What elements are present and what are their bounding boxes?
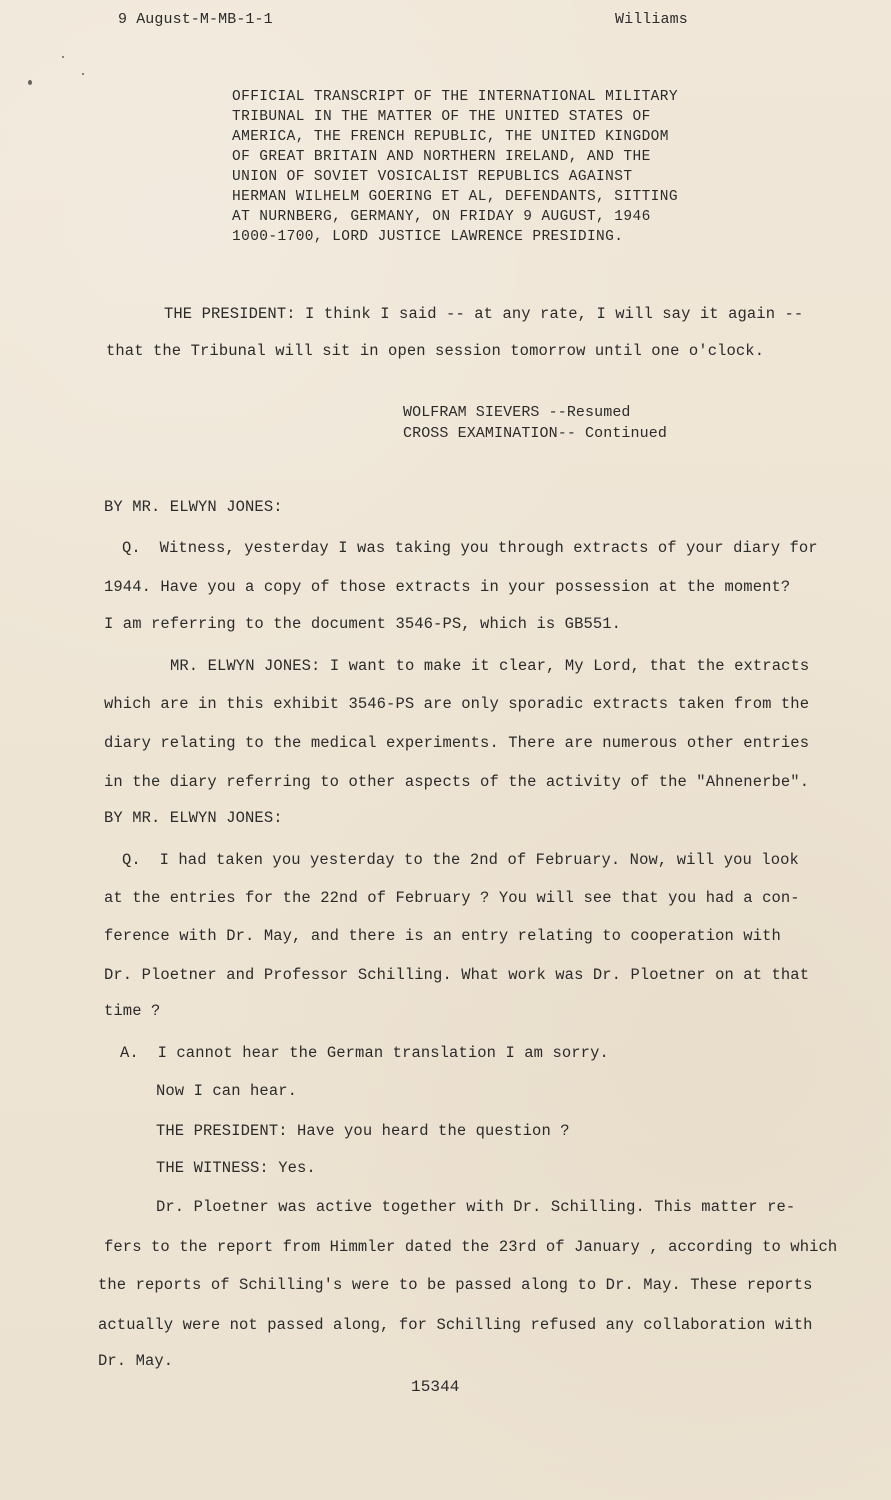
paper-speck-1 bbox=[28, 80, 32, 85]
examiner-label: BY MR. ELWYN JONES: bbox=[104, 809, 283, 827]
page-number: 15344 bbox=[411, 1378, 460, 1396]
paper-speck-2 bbox=[62, 56, 64, 58]
title-line: HERMAN WILHELM GOERING ET AL, DEFENDANTS, SITTING bbox=[232, 189, 678, 205]
closing-paragraph-line: Dr. Ploetner was active together with Dr. Schilling. This matter re- bbox=[156, 1198, 796, 1216]
title-line: UNION OF SOVIET VOSICALIST REPUBLICS AGAINST bbox=[232, 169, 633, 185]
witness-reply: THE WITNESS: Yes. bbox=[156, 1159, 316, 1177]
president-statement-line: that the Tribunal will sit in open session tomorrow until one o'clock. bbox=[106, 342, 765, 360]
examiner-label: BY MR. ELWYN JONES: bbox=[104, 498, 283, 516]
question-line: Q. Witness, yesterday I was taking you through extracts of your diary for bbox=[122, 539, 818, 557]
jones-statement-line: diary relating to the medical experiments. There are numerous other entries bbox=[104, 734, 810, 752]
closing-paragraph-line: Dr. May. bbox=[98, 1352, 174, 1370]
question-line: I am referring to the document 3546-PS, which is GB551. bbox=[104, 615, 622, 633]
witness-name: WOLFRAM SIEVERS --Resumed bbox=[403, 404, 631, 421]
title-line: OFFICIAL TRANSCRIPT OF THE INTERNATIONAL MILITARY bbox=[232, 89, 678, 105]
title-line: TRIBUNAL IN THE MATTER OF THE UNITED STATES OF bbox=[232, 109, 651, 125]
title-line: OF GREAT BRITAIN AND NORTHERN IRELAND, AND THE bbox=[232, 149, 651, 165]
title-line: AT NURNBERG, GERMANY, ON FRIDAY 9 AUGUST, 1946 bbox=[232, 209, 651, 225]
question-line: Q. I had taken you yesterday to the 2nd of February. Now, will you look bbox=[122, 851, 799, 869]
question-line: ference with Dr. May, and there is an entry relating to cooperation with bbox=[104, 927, 781, 945]
jones-statement-line: MR. ELWYN JONES: I want to make it clear, My Lord, that the extracts bbox=[170, 657, 810, 675]
closing-paragraph-line: actually were not passed along, for Schilling refused any collaboration with bbox=[98, 1316, 813, 1334]
header-document-id: 9 August-M-MB-1-1 bbox=[118, 11, 273, 28]
jones-statement-line: in the diary referring to other aspects of the activity of the "Ahnenerbe". bbox=[104, 773, 810, 791]
question-line: time ? bbox=[104, 1002, 161, 1020]
answer-line: Now I can hear. bbox=[156, 1082, 298, 1100]
closing-paragraph-line: the reports of Schilling's were to be passed along to Dr. May. These reports bbox=[98, 1276, 813, 1294]
question-line: 1944. Have you a copy of those extracts in your possession at the moment? bbox=[104, 578, 791, 596]
paper-speck-3 bbox=[82, 73, 84, 75]
header-reporter: Williams bbox=[615, 11, 688, 28]
question-line: at the entries for the 22nd of February ? You will see that you had a con- bbox=[104, 889, 800, 907]
president-statement-line: THE PRESIDENT: I think I said -- at any rate, I will say it again -- bbox=[164, 305, 804, 323]
question-line: Dr. Ploetner and Professor Schilling. What work was Dr. Ploetner on at that bbox=[104, 966, 810, 984]
president-question: THE PRESIDENT: Have you heard the question ? bbox=[156, 1122, 570, 1140]
title-line: AMERICA, THE FRENCH REPUBLIC, THE UNITED KINGDOM bbox=[232, 129, 669, 145]
closing-paragraph-line: fers to the report from Himmler dated the 23rd of January , according to which bbox=[104, 1238, 838, 1256]
answer-line: A. I cannot hear the German translation I am sorry. bbox=[120, 1044, 609, 1062]
cross-examination-label: CROSS EXAMINATION-- Continued bbox=[403, 425, 667, 442]
jones-statement-line: which are in this exhibit 3546-PS are only sporadic extracts taken from the bbox=[104, 695, 810, 713]
title-line: 1000-1700, LORD JUSTICE LAWRENCE PRESIDING. bbox=[232, 229, 624, 245]
